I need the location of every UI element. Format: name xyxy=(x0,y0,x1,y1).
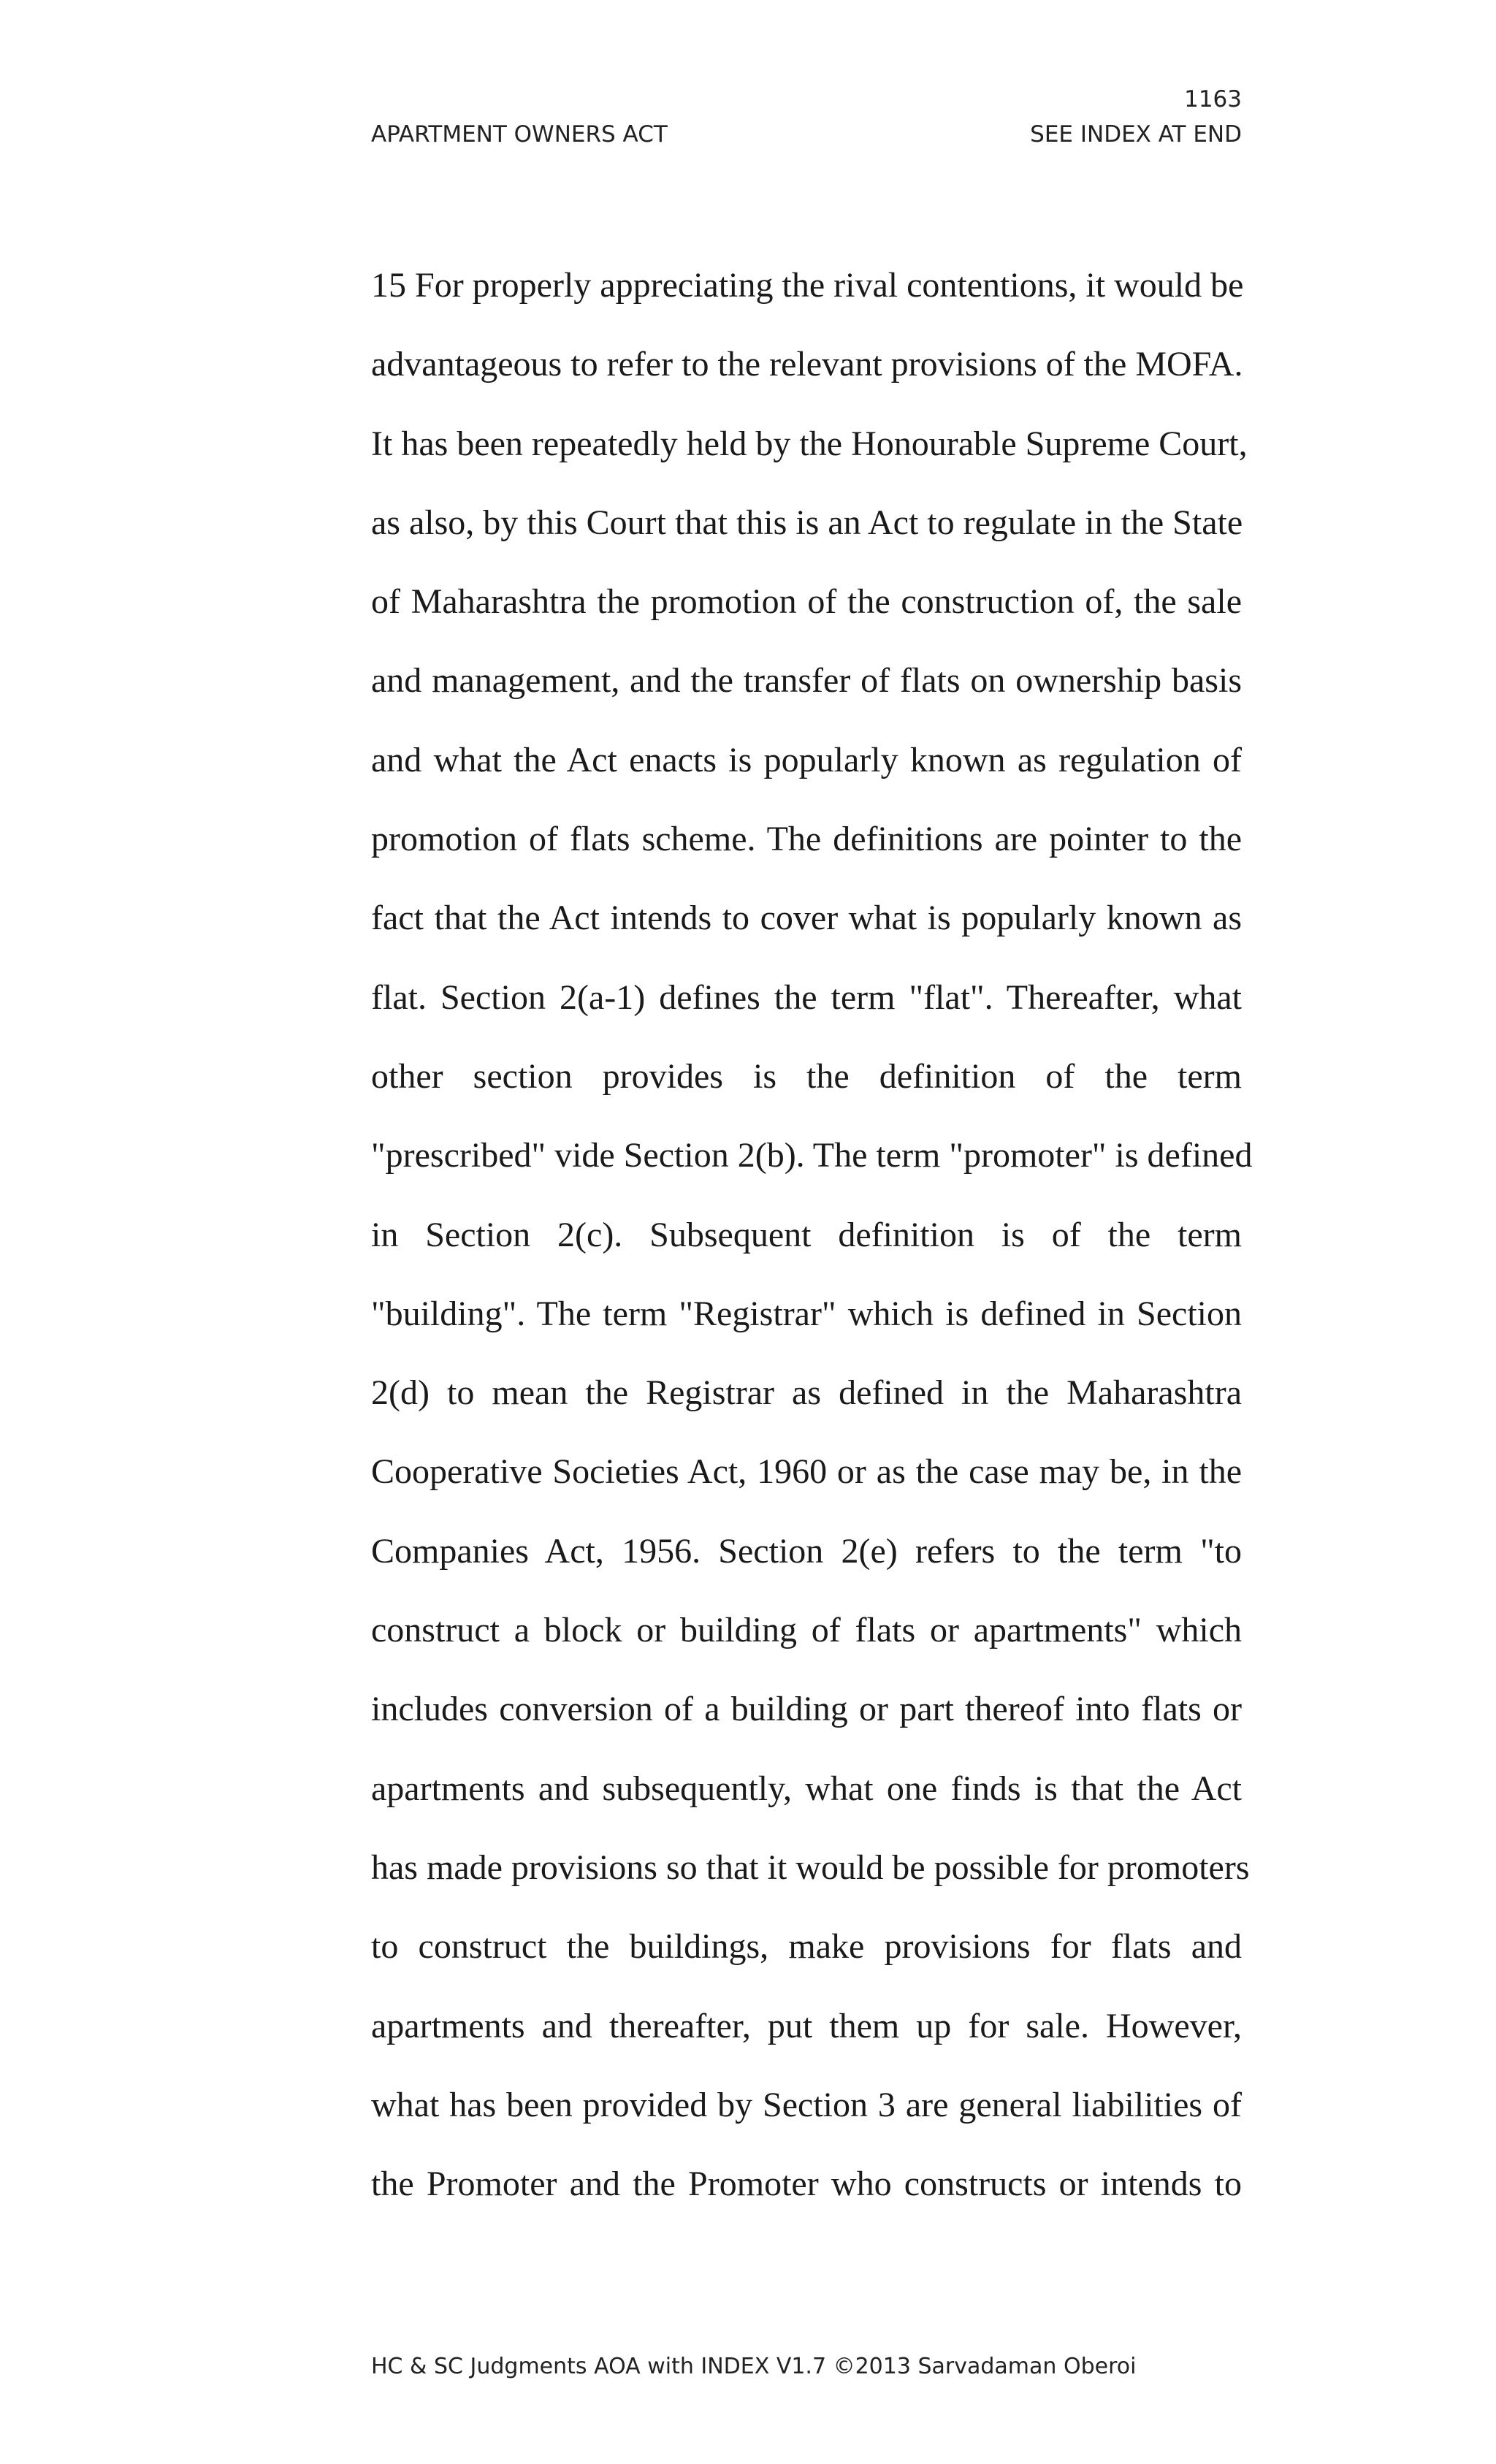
judgment-paragraph xyxy=(371,256,1253,2234)
text-line: other section provides is the definition of the term xyxy=(371,1056,1242,1096)
text-line: includes conversion of a building or part thereof into flats or xyxy=(371,1690,1242,1729)
text-line: and management, and the transfer of flats on ownership basis xyxy=(371,661,1242,701)
text-line: 2(d) to mean the Registrar as defined in the Maharashtra xyxy=(371,1373,1242,1413)
running-header xyxy=(371,121,1242,148)
text-line: fact that the Act intends to cover what is popularly known as xyxy=(371,899,1242,938)
text-line: "prescribed" vide Section 2(b). The term "promoter" is defined xyxy=(371,1136,1253,1175)
text-line: construct a block or building of flats or apartments" which xyxy=(371,1611,1242,1650)
text-line: of Maharashtra the promotion of the construction of, the sale xyxy=(371,582,1242,622)
header-title: APARTMENT OWNERS ACT xyxy=(371,121,668,148)
text-line: apartments and thereafter, put them up for sale. However, xyxy=(371,2006,1242,2045)
text-line: as also, by this Court that this is an Act to regulate in the State xyxy=(371,503,1243,542)
text-line: flat. Section 2(a-1) defines the term "flat". Thereafter, what xyxy=(371,977,1242,1017)
text-line: the Promoter and the Promoter who constructs or intends to xyxy=(371,2164,1242,2204)
text-line: advantageous to refer to the relevant provisions of the MOFA. xyxy=(371,345,1243,384)
text-line: Companies Act, 1956. Section 2(e) refers to the term "to xyxy=(371,1531,1242,1571)
text-line: promotion of flats scheme. The definitions are pointer to the xyxy=(371,820,1242,859)
text-line: has made provisions so that it would be possible for promoters xyxy=(371,1847,1250,1887)
text-line: in Section 2(c). Subsequent definition is of the term xyxy=(371,1215,1242,1254)
text-line: to construct the buildings, make provisions for flats and xyxy=(371,1927,1242,1967)
page-footer: HC & SC Judgments AOA with INDEX V1.7 ©2013 Sarvadaman Oberoi xyxy=(371,2354,1137,2379)
header-index-note: SEE INDEX AT END xyxy=(1030,121,1242,148)
text-line: 15 For properly appreciating the rival contentions, it would be xyxy=(371,266,1244,305)
text-line: what has been provided by Section 3 are general liabilities of xyxy=(371,2085,1242,2124)
text-line: and what the Act enacts is popularly known as regulation of xyxy=(371,740,1242,779)
text-line: It has been repeatedly held by the Honourable Supreme Court, xyxy=(371,424,1248,463)
text-line: apartments and subsequently, what one finds is that the Act xyxy=(371,1769,1242,1808)
text-line: "building". The term "Registrar" which is defined in Section xyxy=(371,1294,1242,1333)
page-number: 1163 xyxy=(1184,86,1242,112)
text-line: Cooperative Societies Act, 1960 or as the case may be, in the xyxy=(371,1452,1242,1492)
